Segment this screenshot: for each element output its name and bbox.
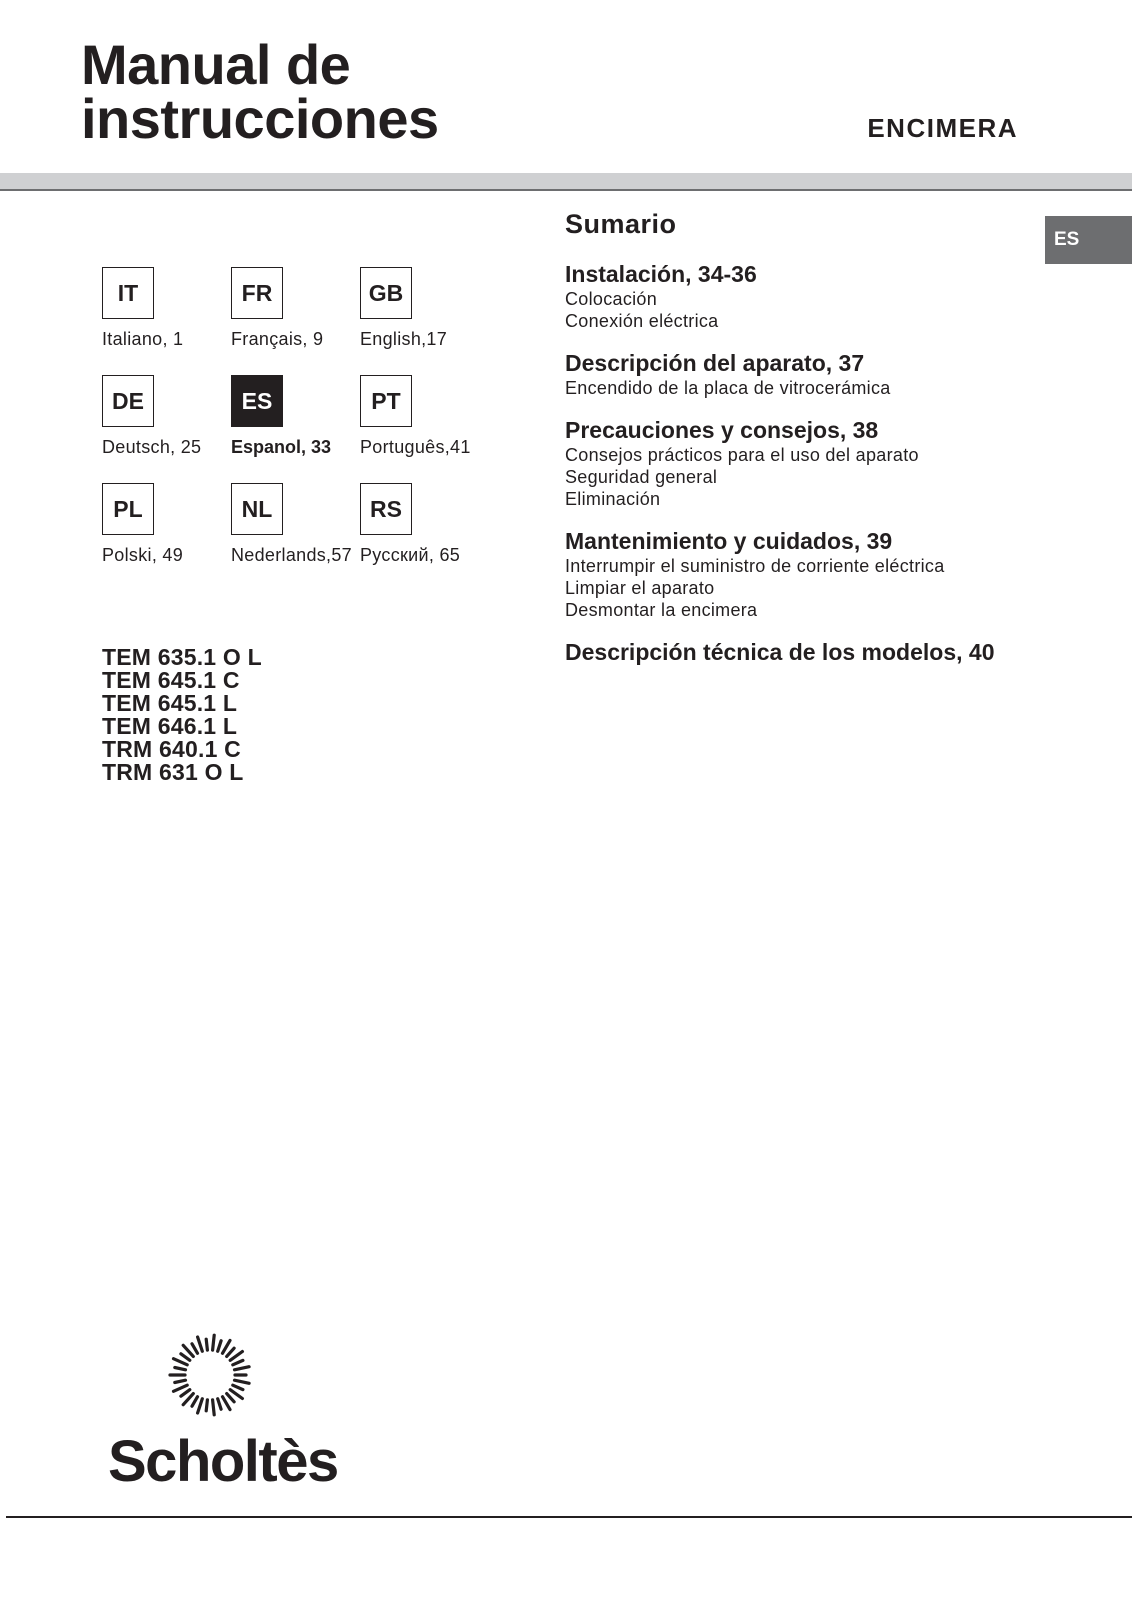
toc-section-title: Precauciones y consejos, 38: [565, 417, 879, 443]
toc-section: [565, 350, 1025, 399]
toc-subitem: Desmontar la encimera: [565, 600, 758, 620]
toc-title: Sumario: [565, 209, 677, 239]
language-item-pl: [102, 483, 231, 591]
model-item: TEM 635.1 O L: [102, 644, 262, 670]
language-code: DE: [102, 375, 154, 427]
language-item-rs: [360, 483, 489, 591]
toc-subitem: Interrumpir el suministro de corriente eléctrica: [565, 556, 945, 576]
language-item-it: [102, 267, 231, 375]
footer-divider: [6, 1516, 1132, 1518]
language-label: English,17: [360, 329, 448, 349]
model-item: TEM 645.1 C: [102, 667, 240, 693]
language-tab: ES: [1045, 216, 1132, 264]
language-item-fr: [231, 267, 360, 375]
language-code: ES: [231, 375, 283, 427]
language-label: Nederlands,57: [231, 545, 352, 565]
toc-section: [565, 417, 1025, 510]
model-item: TRM 631 O L: [102, 759, 244, 785]
toc-section-title: Instalación, 34-36: [565, 261, 757, 287]
language-code: RS: [360, 483, 412, 535]
language-item-es: [231, 375, 360, 483]
toc-section-title: Descripción del aparato, 37: [565, 350, 865, 376]
toc-sections: [565, 261, 1025, 666]
language-item-nl: [231, 483, 360, 591]
language-label: Français, 9: [231, 329, 324, 349]
toc-subitem: Seguridad general: [565, 467, 718, 487]
language-code: PL: [102, 483, 154, 535]
product-category: ENCIMERA: [867, 113, 1018, 143]
toc-section: [565, 639, 1025, 666]
language-item-pt: [360, 375, 489, 483]
toc-section-title: Mantenimiento y cuidados, 39: [565, 528, 893, 554]
language-label: Polski, 49: [102, 545, 184, 565]
language-item-de: [102, 375, 231, 483]
language-code: FR: [231, 267, 283, 319]
brand-name: Scholtès: [108, 1429, 338, 1494]
toc-section: [565, 528, 1025, 621]
toc-subitem: Conexión eléctrica: [565, 311, 719, 331]
language-label: Português,41: [360, 437, 471, 457]
page-title: [81, 33, 439, 150]
language-label: Italiano, 1: [102, 329, 184, 349]
model-item: TRM 640.1 C: [102, 736, 241, 762]
toc-section-title: Descripción técnica de los modelos, 40: [565, 639, 995, 665]
language-index: [102, 267, 502, 591]
title-line-2: instrucciones: [81, 87, 439, 150]
language-code: NL: [231, 483, 283, 535]
model-list: [102, 646, 262, 784]
table-of-contents: [565, 209, 1025, 684]
language-code: PT: [360, 375, 412, 427]
brand-logo: [108, 1330, 338, 1494]
model-item: TEM 645.1 L: [102, 690, 238, 716]
toc-subitem: Encendido de la placa de vitrocerámica: [565, 378, 891, 398]
toc-subitem: Colocación: [565, 289, 658, 309]
language-label: Deutsch, 25: [102, 437, 202, 457]
language-item-gb: [360, 267, 489, 375]
sunburst-icon: [108, 1330, 333, 1420]
language-label: Русский, 65: [360, 545, 461, 565]
language-label: Espanol, 33: [231, 437, 332, 457]
language-code: GB: [360, 267, 412, 319]
model-item: TEM 646.1 L: [102, 713, 238, 739]
title-line-1: Manual de: [81, 33, 351, 96]
language-code: IT: [102, 267, 154, 319]
toc-subitem: Eliminación: [565, 489, 661, 509]
toc-subitem: Limpiar el aparato: [565, 578, 715, 598]
header-band: [0, 173, 1132, 191]
toc-section: [565, 261, 1025, 332]
toc-subitem: Consejos prácticos para el uso del aparato: [565, 445, 919, 465]
